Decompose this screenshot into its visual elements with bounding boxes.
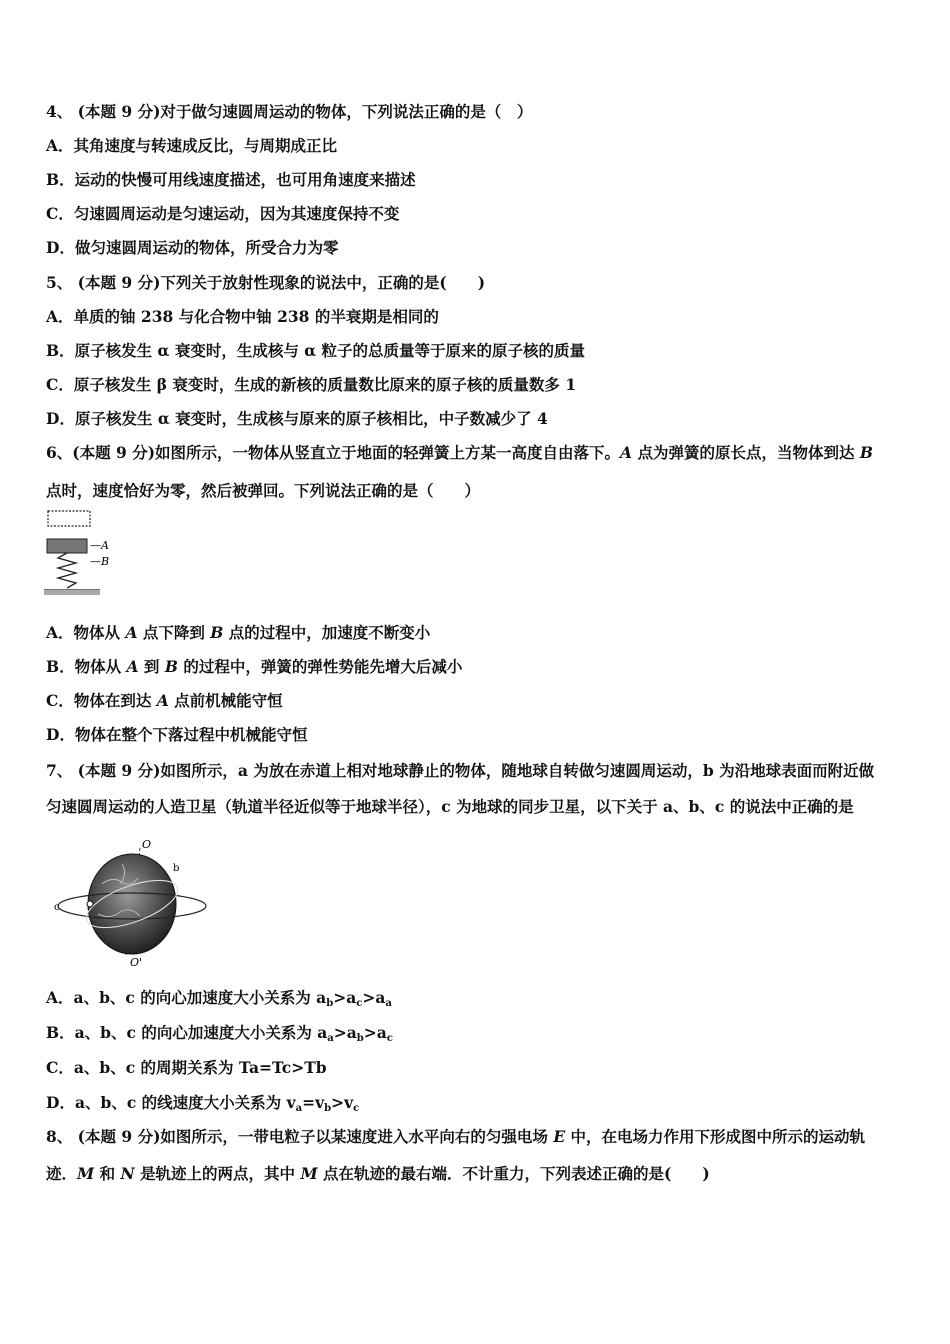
q7-option-d: D．a、b、c 的线速度大小关系为 $v_a=v_b>v_c$: [46, 1093, 360, 1114]
earth-globe: [88, 854, 176, 954]
fig-label-b: —B: [90, 555, 110, 568]
q5-option-d: D．原子核发生 α 衰变时，生成核与原来的原子核相比，中子数减少了 4: [46, 409, 548, 428]
label-o-prime: O': [130, 956, 143, 969]
q6-option-d: D．物体在整个下落过程中机械能守恒: [46, 725, 308, 744]
q8-stem-line2: 迹．M 和 N 是轨迹上的两点，其中 M 点在轨迹的最右端．不计重力，下列表述正确的是( ): [46, 1164, 710, 1183]
q4-option-a: A．其角速度与转速成反比，与周期成正比: [46, 136, 338, 155]
q4-option-d: D．做匀速圆周运动的物体，所受合力为零: [46, 238, 339, 257]
spring-coil: [58, 553, 76, 588]
q4-option-c: C．匀速圆周运动是匀速运动，因为其速度保持不变: [46, 204, 400, 223]
label-c: c: [54, 902, 60, 913]
label-a: a: [83, 895, 89, 905]
q7-option-a: A．a、b、c 的向心加速度大小关系为 $a_b>a_c>a_a$: [46, 988, 392, 1009]
q7-option-c: C．a、b、c 的周期关系为 Ta=Tc>Tb: [46, 1058, 327, 1077]
q7-stem-line2: 匀速圆周运动的人造卫星（轨道半径近似等于地球半径），c 为地球的同步卫星，以下关于 a、b、c 的说法中正确的是: [46, 797, 854, 816]
q8-stem-line1: 8、 (本题 9 分)如图所示，一带电粒子以某速度进入水平向右的匀强电场 E 中，在电场力作用下形成图中所示的运动轨: [46, 1127, 866, 1146]
q6-stem-line2: 点时，速度恰好为零，然后被弹回。下列说法正确的是（ ）: [46, 481, 481, 500]
q5-option-a: A．单质的铀 238 与化合物中铀 238 的半衰期是相同的: [46, 307, 439, 326]
label-o: O: [142, 838, 152, 851]
earth-orbit-diagram: [52, 834, 212, 969]
spring-diagram: [44, 508, 124, 600]
label-b: b: [173, 863, 180, 874]
q7-option-b: B．a、b、c 的向心加速度大小关系为 $a_a>a_b>a_c$: [46, 1023, 393, 1044]
spring-figure: [44, 508, 124, 600]
q6-option-b: B．物体从 A 到 B 的过程中，弹簧的弹性势能先增大后减小: [46, 657, 463, 676]
q5-option-b: B．原子核发生 α 衰变时，生成核与 α 粒子的总质量等于原来的原子核的质量: [46, 341, 586, 360]
q5-option-c: C．原子核发生 β 衰变时，生成的新核的质量数比原来的原子核的质量数多 1: [46, 375, 577, 394]
spring-top-block: [47, 539, 87, 553]
object-initial-position: [48, 511, 90, 526]
q6-stem-line1: 6、(本题 9 分)如图所示，一物体从竖直立于地面的轻弹簧上方某一高度自由落下。A 点为弹簧的原长点，当物体到达 B: [46, 443, 873, 462]
q6-option-a: A．物体从 A 点下降到 B 点的过程中，加速度不断变小: [46, 623, 431, 642]
fig-label-a: —A: [90, 539, 109, 552]
q6-option-c: C．物体在到达 A 点前机械能守恒: [46, 691, 283, 710]
q4-option-b: B．运动的快慢可用线速度描述，也可用角速度来描述: [46, 170, 416, 189]
ground-hatch: [44, 590, 100, 595]
q7-stem-line1: 7、 (本题 9 分)如图所示，a 为放在赤道上相对地球静止的物体，随地球自转做匀速圆周运动，b 为沿地球表面而附近做: [46, 761, 875, 780]
q5-stem: 5、 (本题 9 分)下列关于放射性现象的说法中，正确的是( ): [46, 273, 486, 292]
q4-stem: 4、 (本题 9 分)对于做匀速圆周运动的物体，下列说法正确的是（ ）: [46, 102, 533, 121]
earth-figure: [52, 834, 212, 969]
